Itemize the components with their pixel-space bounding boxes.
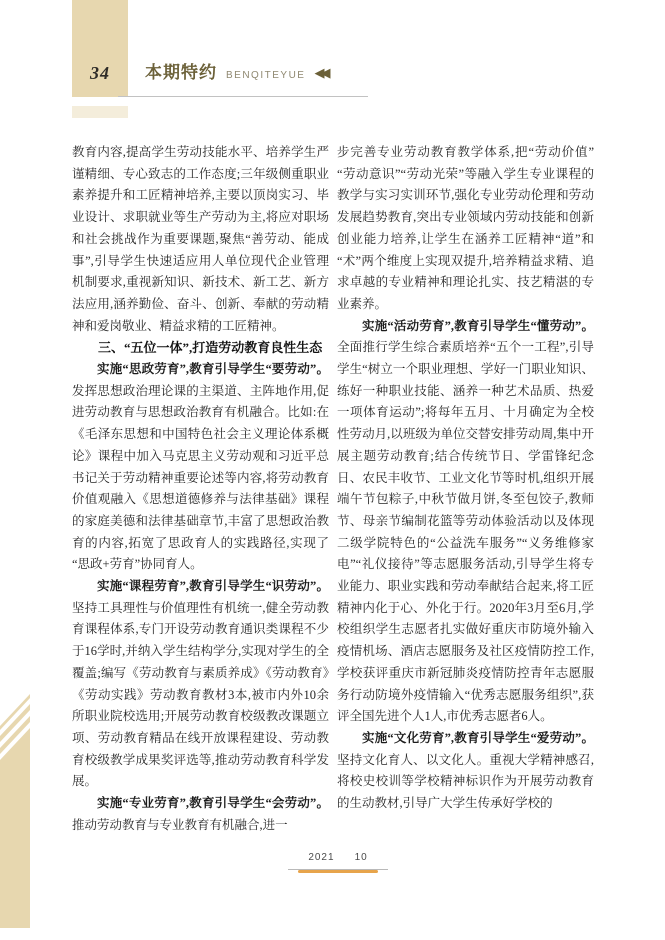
section-heading: 三、“五位一体”,打造劳动教育良性生态 (98, 340, 323, 356)
paragraph-lead: 实施“专业劳育”,教育引导学生“会劳动”。 (97, 796, 329, 811)
paragraph-body: 坚持工具理性与价值理性有机统一,健全劳动教育课程体系,专门开设劳动教育通识类课程不少于16学时,并纳入学生结构学分,实现对学生的全覆盖;编写《劳动教育与素质养成》《劳动教育》《劳动实践》劳动教育教材3本,被市内外10余所职业院校选用;开展劳动教育校级教改课题立项、劳动教育精品在线开放课程建设、劳动教育校级教学成果奖评选等,推动劳动教育科学发展。 (72, 600, 329, 789)
paragraph-body: 推动劳动教育与专业教育有机融合,进一 (72, 817, 288, 832)
paragraph-body: 发挥思想政治理论课的主渠道、主阵地作用,促进劳动教育与思想政治教育有机融合。比如:在《毛泽东思想和中国特色社会主义理论体系概论》课程中加入马克思主义劳动观和习近平总书记关于劳动精神重要论述等内容,将劳动教育价值观融入《思想道德修养与法律基础》课程的家庭美德和法律基础章节,丰富了思想政治教育的内容,拓宽了思政育人的实践路径,实现了“思政+劳育”协同育人。 (72, 383, 329, 572)
column-title-pinyin: BENQITEYUE (226, 70, 306, 81)
column-header (145, 58, 326, 83)
paragraph-lead: 实施“活动劳育”,教育引导学生“懂劳动”。 (362, 318, 594, 333)
footer-divider-orange (298, 870, 378, 873)
page-number: 34 (90, 63, 110, 83)
paragraph (72, 793, 329, 836)
header-divider (118, 96, 368, 97)
page-number-box (72, 0, 128, 97)
page-number-box-shadow (72, 106, 128, 118)
paragraph-body: 坚持文化育人、以文化人。重视大学精神感召,将校史校训等学校精神标识作为开展劳动教育的生动教材,引导广大学生传承好学校的 (337, 752, 594, 811)
paragraph-lead: 实施“文化劳育”,教育引导学生“爱劳动”。 (362, 730, 594, 745)
paragraph-lead: 实施“课程劳育”,教育引导学生“识劳动”。 (97, 579, 329, 594)
paragraph-body: 全面推行学生综合素质培养“五个一工程”,引导学生“树立一个职业理想、学好一门职业知识、练好一种职业技能、涵养一种艺术品质、热爱一项体育运动”;将每年五月、十月确定为全校性劳动月,以班级为单位交替安排劳动周,集中开展主题劳动教育;结合传统节日、学雷锋纪念日、农民丰收节、工业文化节等时机,组织开展端午节包粽子,中秋节做月饼,冬至包饺子,教师节、母亲节编制花篮等劳动体验活动以及体现二级学院特色的“公益洗车服务”“义务维修家电”“礼仪接待”等志愿服务活动,引导学生将专业能力、职业实践和劳动奉献结合起来,将工匠精神内化于心、外化于行。2020年3月至6月,学校组织学生志愿者扎实做好重庆市防境外输入疫情机场、酒店志愿服务及社区疫情防控工作,学校获评重庆市新冠肺炎疫情防控青年志愿服务行动防境外疫情输入“优秀志愿服务组织”,获评全国先进个人1人,市优秀志愿者6人。 (337, 340, 594, 724)
paragraph: 教育内容,提高学生劳动技能水平、培养学生严谨精细、专心致志的工作态度;三年级侧重职业素养提升和工匠精神培养,主要以顶岗实习、毕业设计、求职就业等生产劳动为主,将应对职场和社会挑战作为重要课题,聚焦“善劳动、能成事”,引导学生快速适应用人单位现代企业管理机制要求,重视新知识、新技术、新工艺、新方法应用,涵养勤俭、奋斗、创新、奉献的劳动精神和爱岗敬业、精益求精的工匠精神。 (72, 145, 329, 333)
left-stripe-decoration (0, 688, 30, 928)
paragraph (337, 316, 594, 728)
paragraph (72, 359, 329, 576)
paragraph (72, 576, 329, 793)
page-footer (288, 852, 388, 863)
article-left-column (72, 142, 329, 832)
paragraph: 步完善专业劳动教育教学体系,把“劳动价值”“劳动意识”“劳动光荣”等融入学生专业课程的教学与实习实训环节,强化专业劳动伦理和劳动发展趋势教育,突出专业领域内劳动技能和创新创业能力培养,让学生在涵养工匠精神“道”和“术”两个维度上实现双提升,培养精益求精、追求卓越的专业精神和理论扎实、技艺精湛的专业素养。 (337, 145, 594, 311)
column-title: 本期特约 (145, 63, 217, 82)
footer-year: 2021 (308, 852, 335, 863)
footer-issue: 10 (354, 852, 368, 863)
article-right-column (337, 142, 594, 822)
paragraph-lead: 实施“思政劳育”,教育引导学生“要劳动”。 (97, 362, 329, 377)
double-left-arrow-icon: ◀◀ (314, 65, 327, 80)
paragraph (337, 728, 594, 815)
